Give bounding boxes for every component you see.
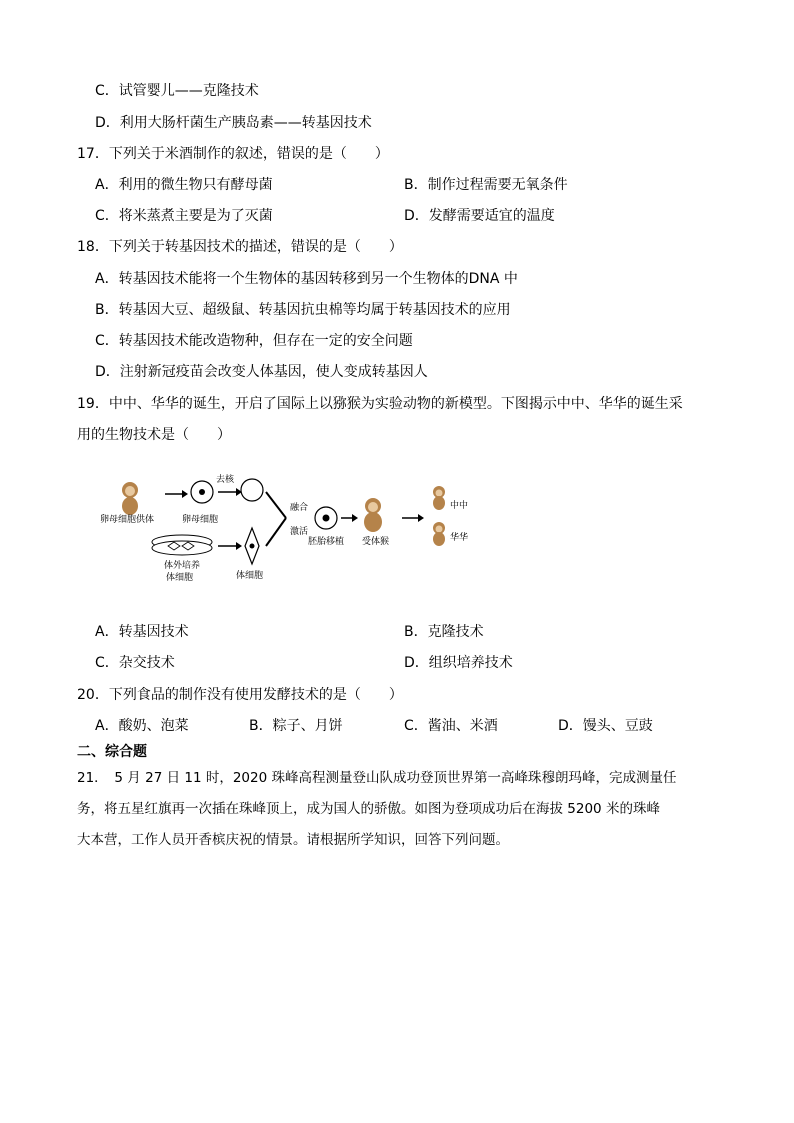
label-body-cell: 体细胞: [236, 571, 264, 581]
q18-option-a: A．转基因技术能将一个生物体的基因转移到另一个生物体的DNA 中: [95, 271, 518, 287]
label-recipient: 受体猴: [362, 537, 390, 547]
q17-option-c: C．将米蒸煮主要是为了灭菌: [95, 208, 273, 224]
question-18: 18．下列关于转基因技术的描述，错误的是（ ）: [77, 239, 403, 255]
somatic-cell-icon: [245, 528, 259, 564]
q19-option-a: A．转基因技术: [95, 624, 189, 640]
q17-option-b: B．制作过程需要无氧条件: [404, 177, 568, 193]
question-21-line1: 21． 5 月 27 日 11 时，2020 珠峰高程测量登山队成功登顶世界第一高峰珠穆朗玛峰，完成测量任: [77, 770, 677, 786]
label-embryo: 胚胎移植: [308, 537, 345, 547]
q17-option-a: A．利用的微生物只有酵母菌: [95, 177, 273, 193]
q20-option-d: D．馒头、豆豉: [558, 718, 653, 734]
monkey-zhongzhong-icon: [433, 486, 445, 510]
label-egg-cell: 卵母细胞: [182, 515, 219, 525]
petri-dish-icon: [152, 535, 212, 555]
monkey-huahua-icon: [433, 522, 445, 546]
question-19-line2: 用的生物技术是（ ）: [77, 427, 231, 443]
q18-option-d: D．注射新冠疫苗会改变人体基因，使人变成转基因人: [95, 364, 428, 380]
q16-option-c: C．试管婴儿——克隆技术: [95, 83, 259, 99]
label-egg-donor: 卵母细胞供体: [100, 515, 155, 525]
q19-option-c: C．杂交技术: [95, 655, 175, 671]
question-20: 20．下列食品的制作没有使用发酵技术的是（ ）: [77, 687, 403, 703]
q18-option-b: B．转基因大豆、超级鼠、转基因抗虫棉等均属于转基因技术的应用: [95, 302, 511, 318]
enucleated-cell-icon: [241, 479, 263, 501]
monkey-donor-icon: [122, 482, 138, 515]
section-heading: 二、综合题: [77, 744, 147, 760]
label-enucleate: 去核: [216, 475, 235, 485]
label-zhongzhong: 中中: [450, 501, 469, 511]
q18-option-c: C．转基因技术能改造物种，但存在一定的安全问题: [95, 333, 413, 349]
q20-option-a: A．酸奶、泡菜: [95, 718, 189, 734]
cloning-diagram: [90, 462, 490, 602]
question-21-line2: 务，将五星红旗再一次插在珠峰顶上，成为国人的骄傲。如图为登项成功后在海拔 5200 米的珠峰: [77, 801, 660, 817]
q20-option-b: B．粽子、月饼: [249, 718, 343, 734]
q19-option-d: D．组织培养技术: [404, 655, 513, 671]
label-activate: 激活: [290, 527, 309, 537]
q17-option-d: D．发酵需要适宜的温度: [404, 208, 555, 224]
q16-option-d: D．利用大肠杆菌生产胰岛素——转基因技术: [95, 115, 372, 131]
q20-option-c: C．酱油、米酒: [404, 718, 498, 734]
label-huahua: 华华: [450, 533, 469, 543]
question-17: 17．下列关于米酒制作的叙述，错误的是（ ）: [77, 146, 389, 162]
label-culture: 体外培养: [164, 561, 201, 571]
monkey-recipient-icon: [364, 498, 382, 532]
label-body-cell-1: 体细胞: [166, 573, 194, 583]
question-19-line1: 19．中中、华华的诞生，开启了国际上以猕猴为实验动物的新模型。下图揭示中中、华华的诞生采: [77, 396, 683, 412]
question-21-line3: 大本营，工作人员开香槟庆祝的情景。请根据所学知识，回答下列问题。: [77, 832, 509, 848]
label-fuse: 融合: [290, 503, 309, 513]
q19-option-b: B．克隆技术: [404, 624, 484, 640]
